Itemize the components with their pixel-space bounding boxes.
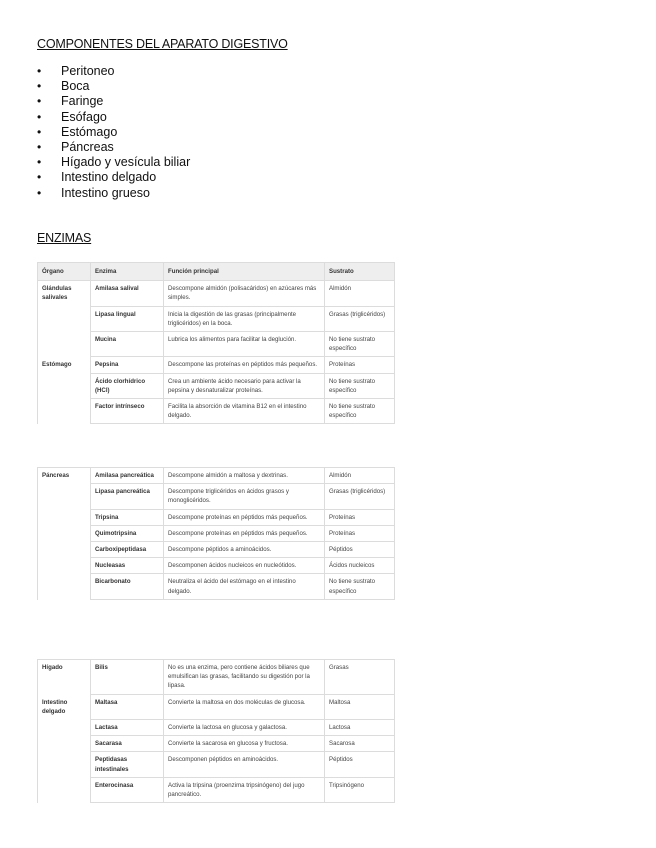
cell-function: Convierte la maltosa en dos moléculas de glucosa. (164, 694, 325, 719)
list-item (37, 94, 190, 109)
cell-enzyme: Amilasa pancreática (91, 468, 164, 484)
cell-function: Descompone almidón (polisacáridos) en azúcares más simples. (164, 281, 325, 306)
cell-enzyme: Quimotripsina (91, 525, 164, 541)
cell-substrate: Ácidos nucleicos (325, 558, 395, 574)
table-row (38, 777, 395, 802)
cell-function: Descompone las proteínas en péptidos más pequeños. (164, 357, 325, 373)
organ-label: Boca (61, 79, 90, 94)
cell-function: Descompone almidón a maltosa y dextrinas. (164, 468, 325, 484)
table-row (38, 468, 395, 484)
bullet-icon: • (37, 170, 42, 185)
cell-substrate: No tiene sustrato específico (325, 399, 395, 424)
bullet-icon: • (37, 79, 42, 94)
cell-function: Descompone proteínas en péptidos más pequeños. (164, 525, 325, 541)
cell-function: Descompone proteínas en péptidos más pequeños. (164, 509, 325, 525)
bullet-icon: • (37, 94, 42, 109)
cell-enzyme: Amilasa salival (91, 281, 164, 306)
list-item (37, 155, 190, 170)
cell-organ (38, 332, 91, 357)
cell-enzyme: Lipasa pancreática (91, 484, 164, 509)
table-row (38, 399, 395, 424)
cell-substrate: No tiene sustrato específico (325, 373, 395, 398)
cell-function: Activa la tripsina (proenzima tripsinógeno) del jugo pancreático. (164, 777, 325, 802)
cell-function: Descompone triglicéridos en ácidos grasos y monoglicéridos. (164, 484, 325, 509)
cell-enzyme: Enterocinasa (91, 777, 164, 802)
table-row (38, 509, 395, 525)
list-item (37, 186, 190, 201)
cell-function: Neutraliza el ácido del estómago en el intestino delgado. (164, 574, 325, 599)
cell-substrate: Proteínas (325, 357, 395, 373)
cell-enzyme: Nucleasas (91, 558, 164, 574)
cell-enzyme: Peptidasas intestinales (91, 752, 164, 777)
table-row (38, 720, 395, 736)
cell-organ (38, 574, 91, 599)
cell-organ (38, 306, 91, 331)
table-row (38, 752, 395, 777)
cell-substrate: Almidón (325, 281, 395, 306)
cell-organ (38, 736, 91, 752)
organ-label: Hígado y vesícula biliar (61, 155, 191, 170)
enzimas-heading: ENZIMAS (37, 231, 92, 245)
header-substrate: Sustrato (325, 263, 395, 281)
cell-enzyme: Sacarasa (91, 736, 164, 752)
table-row (38, 660, 395, 695)
organ-label: Páncreas (61, 139, 114, 154)
list-item (37, 110, 190, 125)
cell-substrate: Péptidos (325, 542, 395, 558)
organ-label: Faringe (61, 94, 104, 109)
enzyme-table-1 (37, 262, 395, 424)
page-title: COMPONENTES DEL APARATO DIGESTIVO (37, 37, 288, 51)
cell-organ (38, 720, 91, 736)
list-item (37, 170, 190, 185)
cell-enzyme: Bicarbonato (91, 574, 164, 599)
table-row (38, 373, 395, 398)
bullet-icon: • (37, 155, 42, 170)
cell-substrate: Lactosa (325, 720, 395, 736)
enzyme-table-2 (37, 467, 395, 600)
cell-function: Convierte la lactosa en glucosa y galactosa. (164, 720, 325, 736)
cell-organ (38, 484, 91, 509)
cell-substrate: Grasas (triglicéridos) (325, 306, 395, 331)
table-row (38, 558, 395, 574)
cell-substrate: Proteínas (325, 525, 395, 541)
cell-function: No es una enzima, pero contiene ácidos biliares que emulsifican las grasas, facilitando su digestión por la lipasa. (164, 660, 325, 695)
cell-organ: Páncreas (38, 468, 91, 484)
bullet-icon: • (37, 124, 42, 139)
cell-function: Inicia la digestión de las grasas (principalmente triglicéridos) en la boca. (164, 306, 325, 331)
cell-enzyme: Factor intrínseco (91, 399, 164, 424)
bullet-icon: • (37, 64, 42, 78)
organ-label: Peritoneo (61, 64, 115, 78)
cell-enzyme: Bilis (91, 660, 164, 695)
table-row (38, 357, 395, 373)
cell-function: Descompone péptidos a aminoácidos. (164, 542, 325, 558)
cell-function: Lubrica los alimentos para facilitar la deglución. (164, 332, 325, 357)
cell-enzyme: Lipasa lingual (91, 306, 164, 331)
cell-function: Descomponen ácidos nucleicos en nucleótidos. (164, 558, 325, 574)
list-item (37, 125, 190, 140)
cell-substrate: Sacarosa (325, 736, 395, 752)
table-row (38, 736, 395, 752)
table-row (38, 484, 395, 509)
cell-substrate: Péptidos (325, 752, 395, 777)
cell-function: Descomponen péptidos en aminoácidos. (164, 752, 325, 777)
cell-organ (38, 752, 91, 777)
cell-substrate: Maltosa (325, 694, 395, 719)
cell-function: Crea un ambiente ácido necesario para activar la pepsina y desnaturalizar proteínas. (164, 373, 325, 398)
organ-label: Intestino delgado (61, 170, 157, 185)
cell-substrate: Grasas (325, 660, 395, 695)
header-enzyme: Enzima (91, 263, 164, 281)
organ-label: Estómago (61, 124, 118, 139)
table-row (38, 542, 395, 558)
cell-organ (38, 558, 91, 574)
cell-function: Convierte la sacarosa en glucosa y fructosa. (164, 736, 325, 752)
cell-enzyme: Maltasa (91, 694, 164, 719)
cell-substrate: No tiene sustrato específico (325, 574, 395, 599)
cell-organ (38, 509, 91, 525)
bullet-icon: • (37, 109, 42, 124)
table-row (38, 574, 395, 599)
cell-substrate: Proteínas (325, 509, 395, 525)
cell-enzyme: Tripsina (91, 509, 164, 525)
cell-substrate: Almidón (325, 468, 395, 484)
list-item (37, 64, 190, 79)
cell-organ (38, 525, 91, 541)
cell-organ (38, 373, 91, 398)
cell-organ (38, 777, 91, 802)
table-row (38, 694, 395, 719)
cell-organ: Hígado (38, 660, 91, 695)
cell-substrate: No tiene sustrato específico (325, 332, 395, 357)
list-item (37, 79, 190, 94)
cell-organ (38, 399, 91, 424)
list-item (37, 140, 190, 155)
cell-enzyme: Lactasa (91, 720, 164, 736)
cell-organ: Glándulas salivales (38, 281, 91, 306)
cell-enzyme: Mucina (91, 332, 164, 357)
table-row (38, 306, 395, 331)
header-organ: Órgano (38, 263, 91, 281)
table-row (38, 281, 395, 306)
organ-list (37, 64, 190, 201)
organ-label: Esófago (61, 109, 107, 124)
cell-organ (38, 542, 91, 558)
header-function: Función principal (164, 263, 325, 281)
organ-label: Intestino grueso (61, 185, 150, 200)
bullet-icon: • (37, 185, 42, 200)
cell-substrate: Grasas (triglicéridos) (325, 484, 395, 509)
cell-organ: Estómago (38, 357, 91, 373)
table-header-row (38, 263, 395, 281)
bullet-icon: • (37, 139, 42, 154)
cell-function: Facilita la absorción de vitamina B12 en el intestino delgado. (164, 399, 325, 424)
cell-enzyme: Ácido clorhídrico (HCl) (91, 373, 164, 398)
enzyme-table-3 (37, 659, 395, 803)
table-row (38, 332, 395, 357)
cell-organ: Intestino delgado (38, 694, 91, 719)
table-row (38, 525, 395, 541)
cell-enzyme: Pepsina (91, 357, 164, 373)
cell-enzyme: Carboxipeptidasa (91, 542, 164, 558)
cell-substrate: Tripsinógeno (325, 777, 395, 802)
